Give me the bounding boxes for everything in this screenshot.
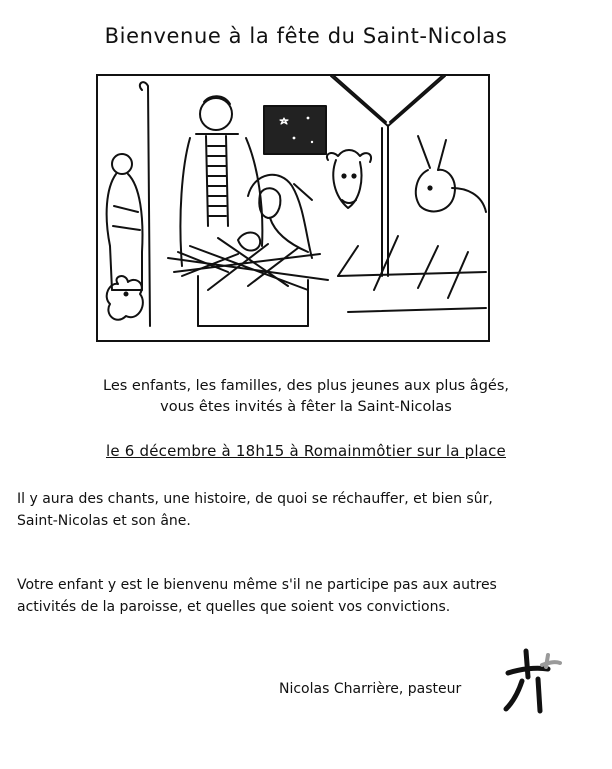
paragraph-line: activités de la paroisse, et quelles que soient vos convictions. <box>17 599 451 615</box>
invitation-line: Les enfants, les familles, des plus jeunes aux plus âgés, <box>103 378 509 394</box>
invitation-text <box>0 376 612 418</box>
nativity-illustration <box>96 74 490 342</box>
paragraph-line: Il y aura des chants, une histoire, de quoi se réchauffer, et bien sûr, <box>17 491 493 507</box>
invitation-line: vous êtes invités à fêter la Saint-Nicolas <box>160 399 452 415</box>
program-paragraph <box>17 488 607 532</box>
star-window-icon <box>264 106 326 154</box>
page-title: Bienvenue à la fête du Saint-Nicolas <box>104 24 508 48</box>
mary-icon <box>248 175 312 258</box>
nativity-drawing <box>98 76 488 340</box>
donkey-icon <box>416 136 486 212</box>
shepherd-icon <box>107 82 150 326</box>
paragraph-line: Votre enfant y est le bienvenu même s'il ne participe pas aux autres <box>17 577 497 593</box>
parish-logo-icon <box>502 647 562 717</box>
stable-icon <box>331 76 445 276</box>
ox-icon <box>327 150 371 208</box>
manger-icon <box>168 233 328 327</box>
welcome-paragraph <box>17 574 607 618</box>
event-date-location: le 6 décembre à 18h15 à Romainmôtier sur la place <box>106 442 506 460</box>
paragraph-line: Saint-Nicolas et son âne. <box>17 513 191 529</box>
signature: Nicolas Charrière, pasteur <box>279 681 462 697</box>
